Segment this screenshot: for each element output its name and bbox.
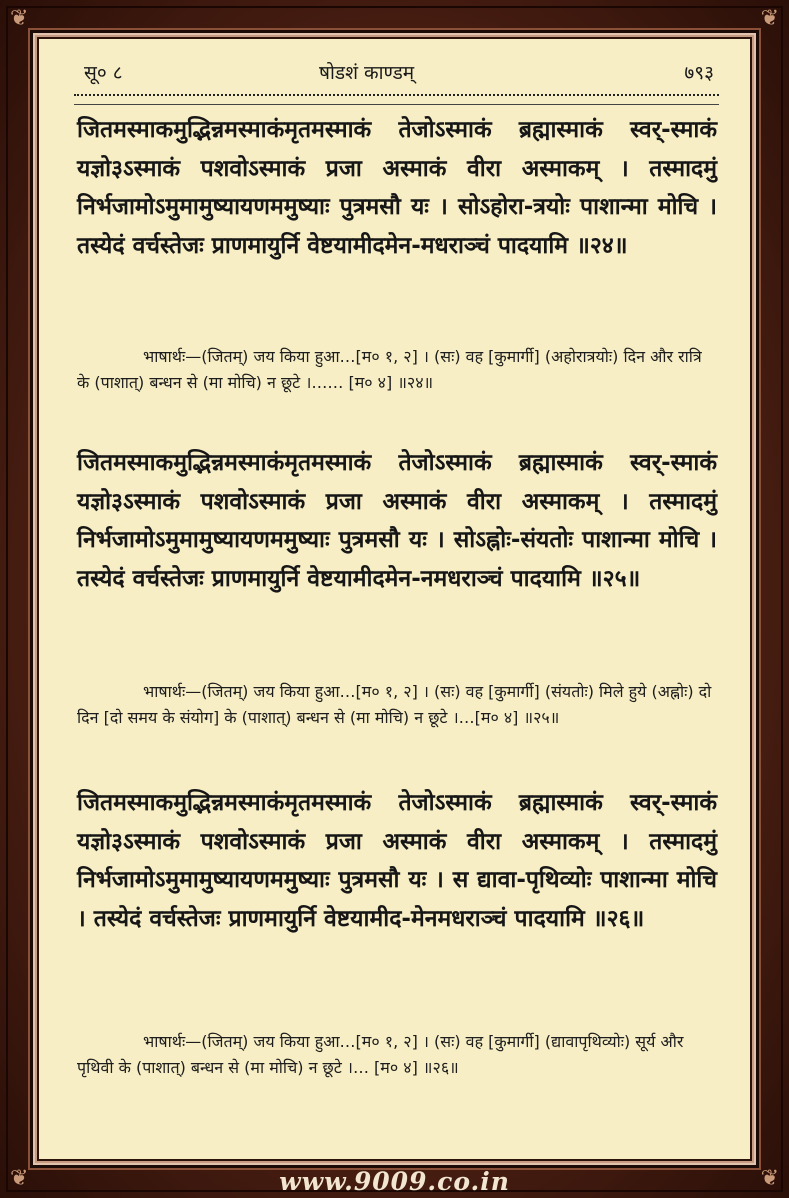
corner-ornament-icon: ❦ (10, 1166, 29, 1191)
header-divider (74, 94, 719, 105)
bhashya-text: भाषार्थः—(जितम्) जय किया हुआ…[म० १, २] । (सः) वह [कुमार्गी] (अहोरात्रयोः) दिन और रात्रि के (पाशात्) बन्धन से (मा मोचि) न छूटे ।…… [म० ४] ॥२४॥ (77, 347, 702, 392)
corner-ornament-icon: ❦ (760, 6, 779, 31)
corner-ornament-icon: ❦ (10, 6, 29, 31)
verse-block-25 (77, 444, 717, 598)
kanda-title: षोडशं काण्डम् (319, 62, 415, 84)
book-page (37, 37, 752, 1161)
page-header (84, 59, 714, 89)
mantra-text: जितमस्माकमुद्भिन्नमस्माकंमृतमस्माकं तेजोऽस्माकं ब्रह्मास्माकं स्वर्-स्माकं यज्ञो३ऽस्माकं पशवोऽस्माकं प्रजा अस्माकं वीरा अस्माकम् । तस्मादमुं निर्भजामोऽमुमामुष्यायणममुष्याः पुत्रमसौ यः । स द्यावा-पृथिव्योः पाशान्मा मोचि । तस्येदं वर्चस्तेजः प्राणमायुर्नि वेष्टयामीद-मेनमधराञ्चं पादयामि ॥२६॥ (77, 790, 717, 932)
page-number: ७९३ (684, 62, 714, 84)
website-link[interactable]: www.9009.co.in (279, 1167, 510, 1196)
verse-block-24 (77, 111, 717, 265)
mantra-text: जितमस्माकमुद्भिन्नमस्माकंमृतमस्माकं तेजोऽस्माकं ब्रह्मास्माकं स्वर्-स्माकं यज्ञो३ऽस्माकं पशवोऽस्माकं प्रजा अस्माकं वीरा अस्माकम् । तस्मादमुं निर्भजामोऽमुमामुष्यायणममुष्याः पुत्रमसौ यः । सोऽहोरा-त्रयोः पाशान्मा मोचि । तस्येदं वर्चस्तेजः प्राणमायुर्नि वेष्टयामीदमेन-मधराञ्चं पादयामि ॥२४॥ (77, 117, 717, 259)
commentary-block-26 (77, 1029, 717, 1081)
commentary-block-25 (77, 679, 717, 731)
corner-ornament-icon: ❦ (760, 1166, 779, 1191)
bhashya-text: भाषार्थः—(जितम्) जय किया हुआ…[म० १, २] । (सः) वह [कुमार्गी] (संयतोः) मिले हुये (अह्नोः) दो दिन [दो समय के संयोग] के (पाशात्) बन्धन से (मा मोचि) न छूटे ।…[म० ४] ॥२५॥ (77, 682, 712, 727)
verse-block-26 (77, 784, 717, 938)
mantra-text: जितमस्माकमुद्भिन्नमस्माकंमृतमस्माकं तेजोऽस्माकं ब्रह्मास्माकं स्वर्-स्माकं यज्ञो३ऽस्माकं पशवोऽस्माकं प्रजा अस्माकं वीरा अस्माकम् । तस्मादमुं निर्भजामोऽमुमामुष्यायणममुष्याः पुत्रमसौ यः । सोऽह्नोः-संयतोः पाशान्मा मोचि । तस्येदं वर्चस्तेजः प्राणमायुर्नि वेष्टयामीदमेन-नमधराञ्चं पादयामि ॥२५॥ (77, 450, 717, 592)
sukta-number: सू० ८ (84, 62, 123, 84)
commentary-block-24 (77, 344, 717, 396)
bhashya-text: भाषार्थः—(जितम्) जय किया हुआ…[म० १, २] । (सः) वह [कुमार्गी] (द्यावापृथिव्योः) सूर्य और पृथिवी के (पाशात्) बन्धन से (मा मोचि) न छूटे ।… [म० ४] ॥२६॥ (77, 1032, 684, 1077)
